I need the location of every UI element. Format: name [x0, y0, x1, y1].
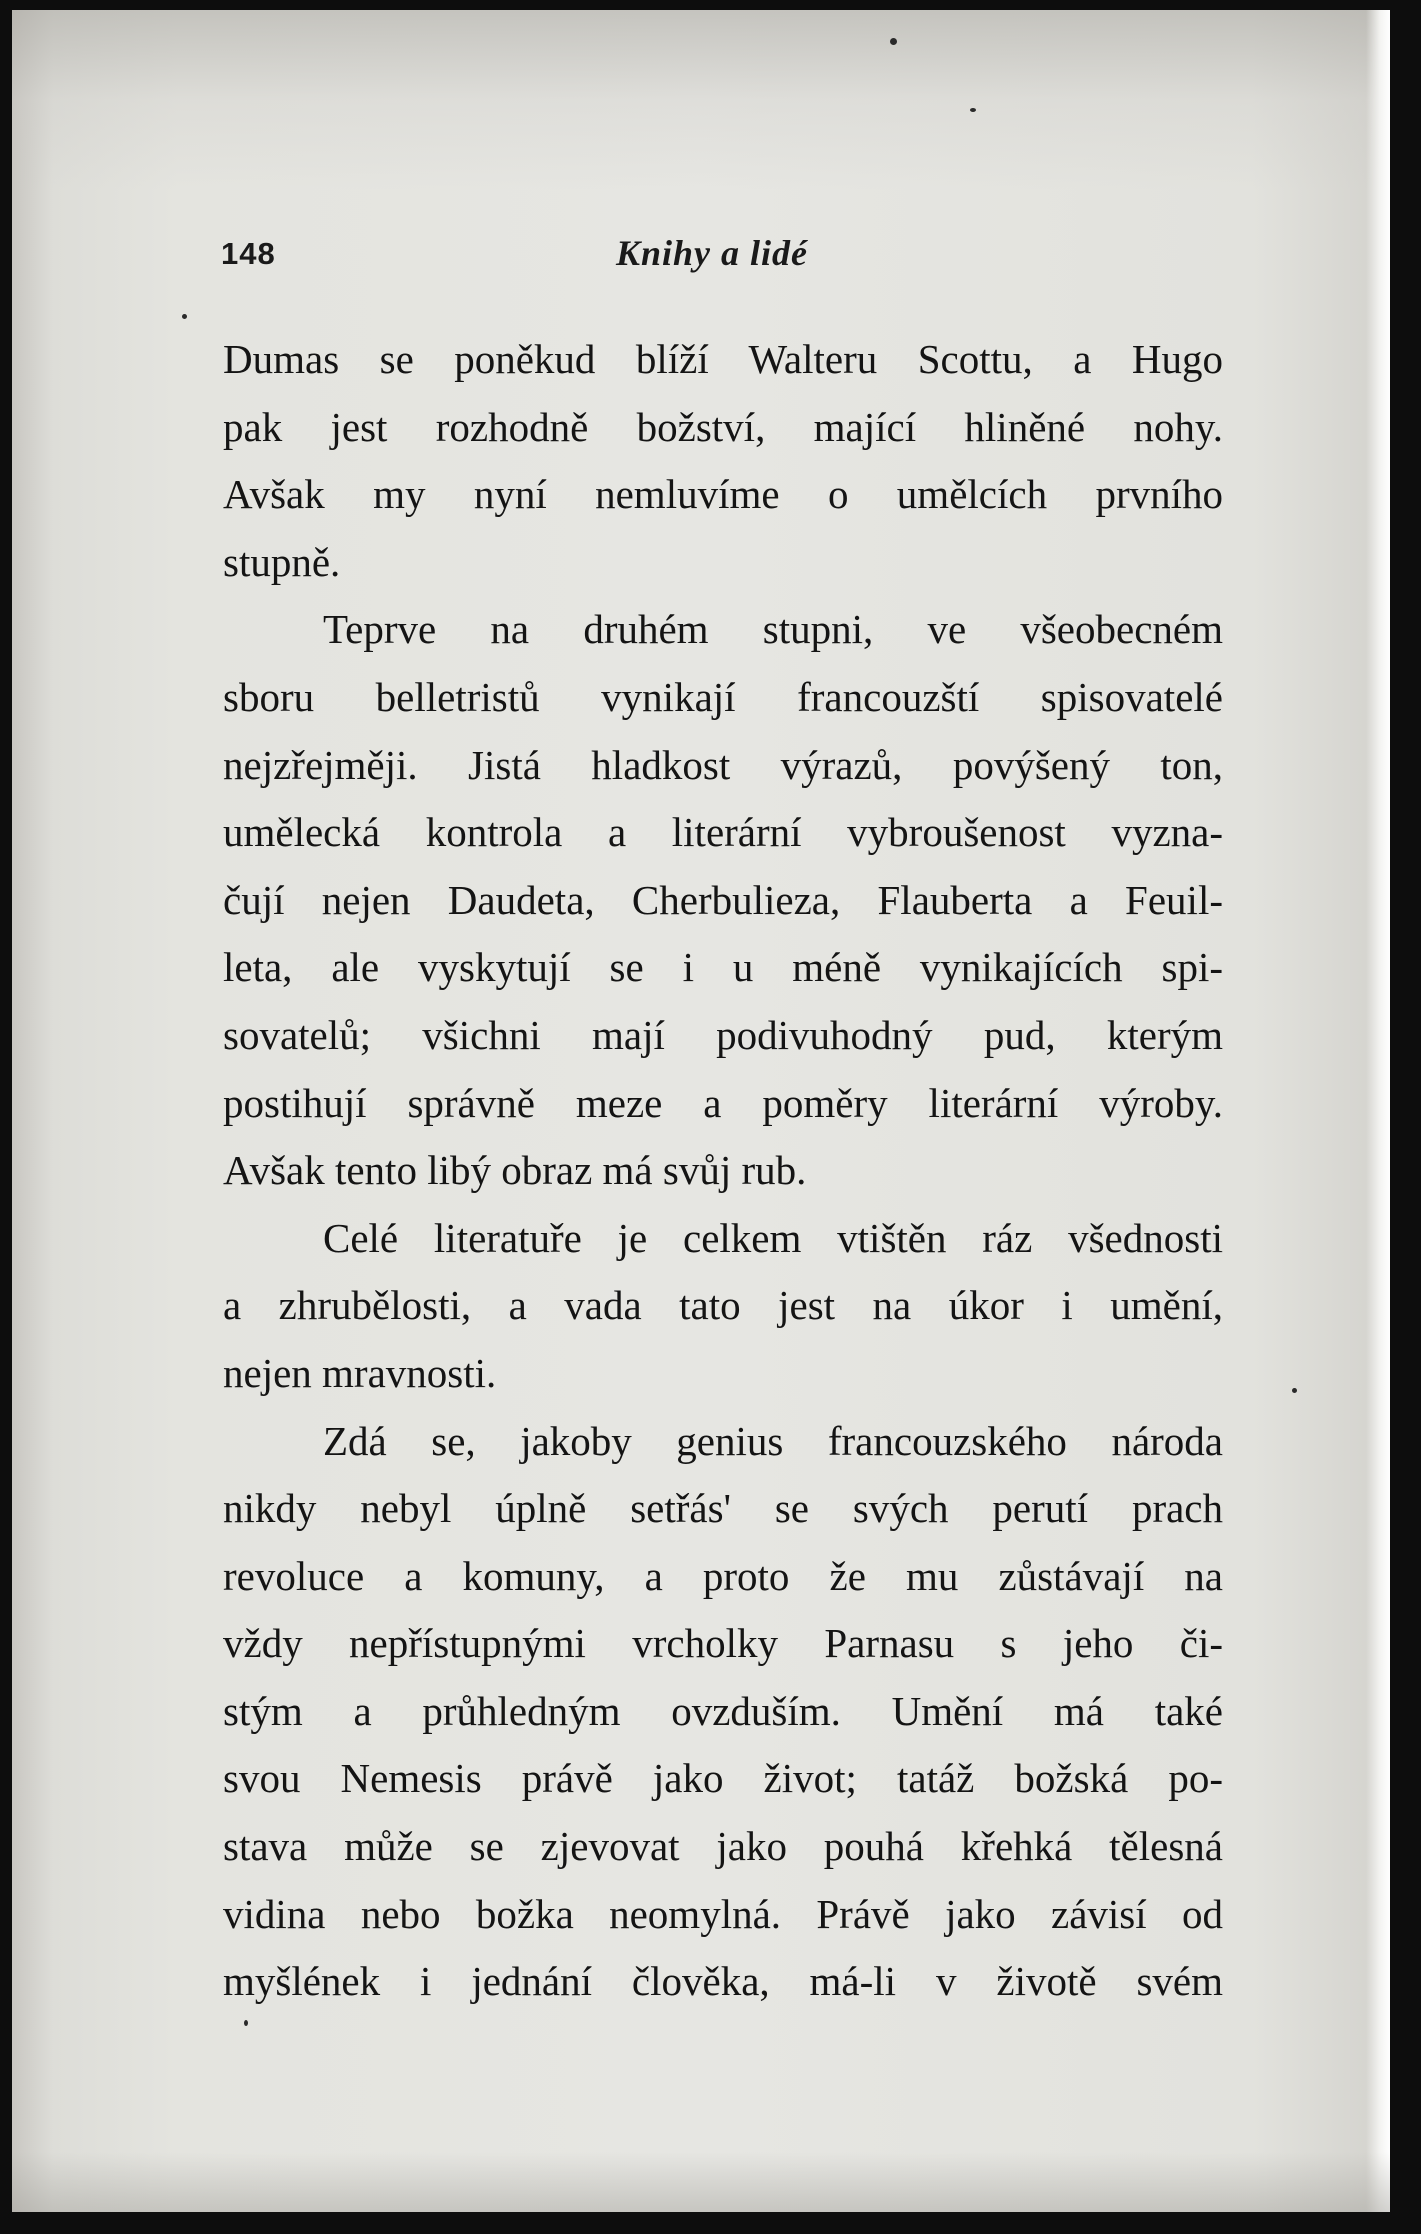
text-line: a zhrubělosti, a vada tato jest na úkor i umění, — [223, 1282, 1223, 1329]
ink-speck — [1292, 1388, 1297, 1393]
text-line: Teprve na druhém stupni, ve všeobecném — [323, 606, 1223, 653]
text-line: vždy nepřístupnými vrcholky Parnasu s jeho či- — [223, 1620, 1223, 1667]
ink-speck — [970, 108, 976, 112]
text-line: pak jest rozhodně božství, mající hliněné nohy. — [223, 403, 1223, 450]
ink-speck — [182, 314, 187, 319]
text-line: nejzřejměji. Jistá hladkost výrazů, povýšený ton, — [223, 741, 1223, 788]
text-line: Avšak tento libý obraz má svůj rub. — [223, 1147, 807, 1194]
text-line: revoluce a komuny, a proto že mu zůstávají na — [223, 1552, 1223, 1599]
text-line: Celé literatuře je celkem vtištěn ráz všednosti — [323, 1214, 1223, 1261]
text-line: umělecká kontrola a literární vybroušenost vyzna- — [223, 809, 1223, 856]
text-line: sovatelů; všichni mají podivuhodný pud, kterým — [223, 1011, 1223, 1058]
text-line: postihují správně meze a poměry literární výroby. — [223, 1079, 1223, 1126]
text-line: stava může se zjevovat jako pouhá křehká tělesná — [223, 1823, 1223, 1870]
page-edge — [1366, 10, 1390, 2212]
ink-speck — [890, 38, 897, 45]
text-line: vidina nebo božka neomylná. Právě jako závisí od — [223, 1890, 1223, 1937]
text-line: leta, ale vyskytují se i u méně vynikajících spi- — [223, 944, 1223, 991]
running-header — [221, 233, 1221, 286]
text-line: sboru belletristů vynikají francouzští spisovatelé — [223, 673, 1223, 720]
body-text — [223, 326, 1223, 2016]
text-line: Zdá se, jakoby genius francouzského národa — [323, 1417, 1223, 1464]
text-line: myšlének i jednání člověka, má-li v životě svém — [223, 1958, 1223, 2005]
text-line: Avšak my nyní nemluvíme o umělcích prvního — [223, 471, 1223, 518]
running-title: Knihy a lidé — [616, 233, 809, 273]
text-line: Dumas se poněkud blíží Walteru Scottu, a Hugo — [223, 336, 1223, 382]
ink-speck — [244, 2020, 248, 2026]
page-number: 148 — [221, 236, 276, 271]
text-line: stupně. — [223, 538, 341, 585]
text-line: nikdy nebyl úplně setřás' se svých perutí prach — [223, 1485, 1223, 1532]
text-line: čují nejen Daudeta, Cherbulieza, Flauberta a Feuil- — [223, 876, 1223, 923]
text-line: nejen mravnosti. — [223, 1349, 497, 1396]
text-line: svou Nemesis právě jako život; tatáž božská po- — [223, 1755, 1223, 1802]
text-line: stým a průhledným ovzduším. Umění má také — [223, 1687, 1223, 1734]
